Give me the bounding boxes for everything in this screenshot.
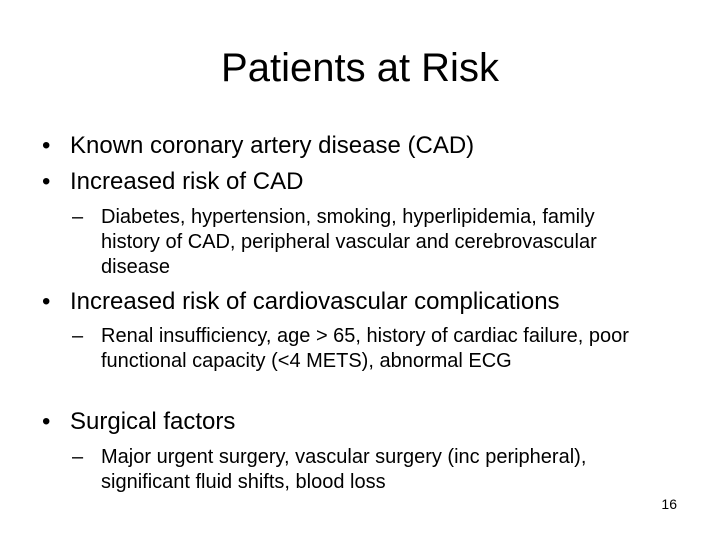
page-number: 16 — [661, 496, 677, 512]
sub-bullet-item — [72, 205, 692, 280]
dash-glyph: – — [72, 446, 84, 468]
bullet-text: Increased risk of CAD — [70, 168, 304, 195]
sub-bullet-text: Diabetes, hypertension, smoking, hyperlipidemia, family history of CAD, peripheral vascular and cerebrovascular disease — [101, 206, 597, 278]
dash-glyph: – — [72, 325, 84, 347]
sub-bullet-text: Renal insufficiency, age > 65, history of cardiac failure, poor functional capacity (<4 METS), abnormal ECG — [101, 325, 629, 372]
bullet-item — [42, 166, 303, 198]
slide-title: Patients at Risk — [221, 46, 499, 90]
dash-glyph: – — [72, 206, 84, 228]
bullet-glyph: • — [42, 168, 51, 195]
bullet-item — [42, 286, 560, 318]
bullet-item — [42, 406, 235, 438]
bullet-text: Increased risk of cardiovascular complications — [70, 288, 560, 315]
bullet-glyph: • — [42, 408, 51, 435]
sub-bullet-item — [72, 324, 692, 374]
sub-bullet-item — [72, 445, 692, 495]
bullet-glyph: • — [42, 132, 51, 159]
bullet-text: Surgical factors — [70, 408, 236, 435]
bullet-glyph: • — [42, 288, 51, 315]
bullet-text: Known coronary artery disease (CAD) — [70, 132, 475, 159]
sub-bullet-text: Major urgent surgery, vascular surgery (inc peripheral), significant fluid shifts, blood loss — [101, 446, 587, 493]
bullet-item — [42, 130, 474, 162]
